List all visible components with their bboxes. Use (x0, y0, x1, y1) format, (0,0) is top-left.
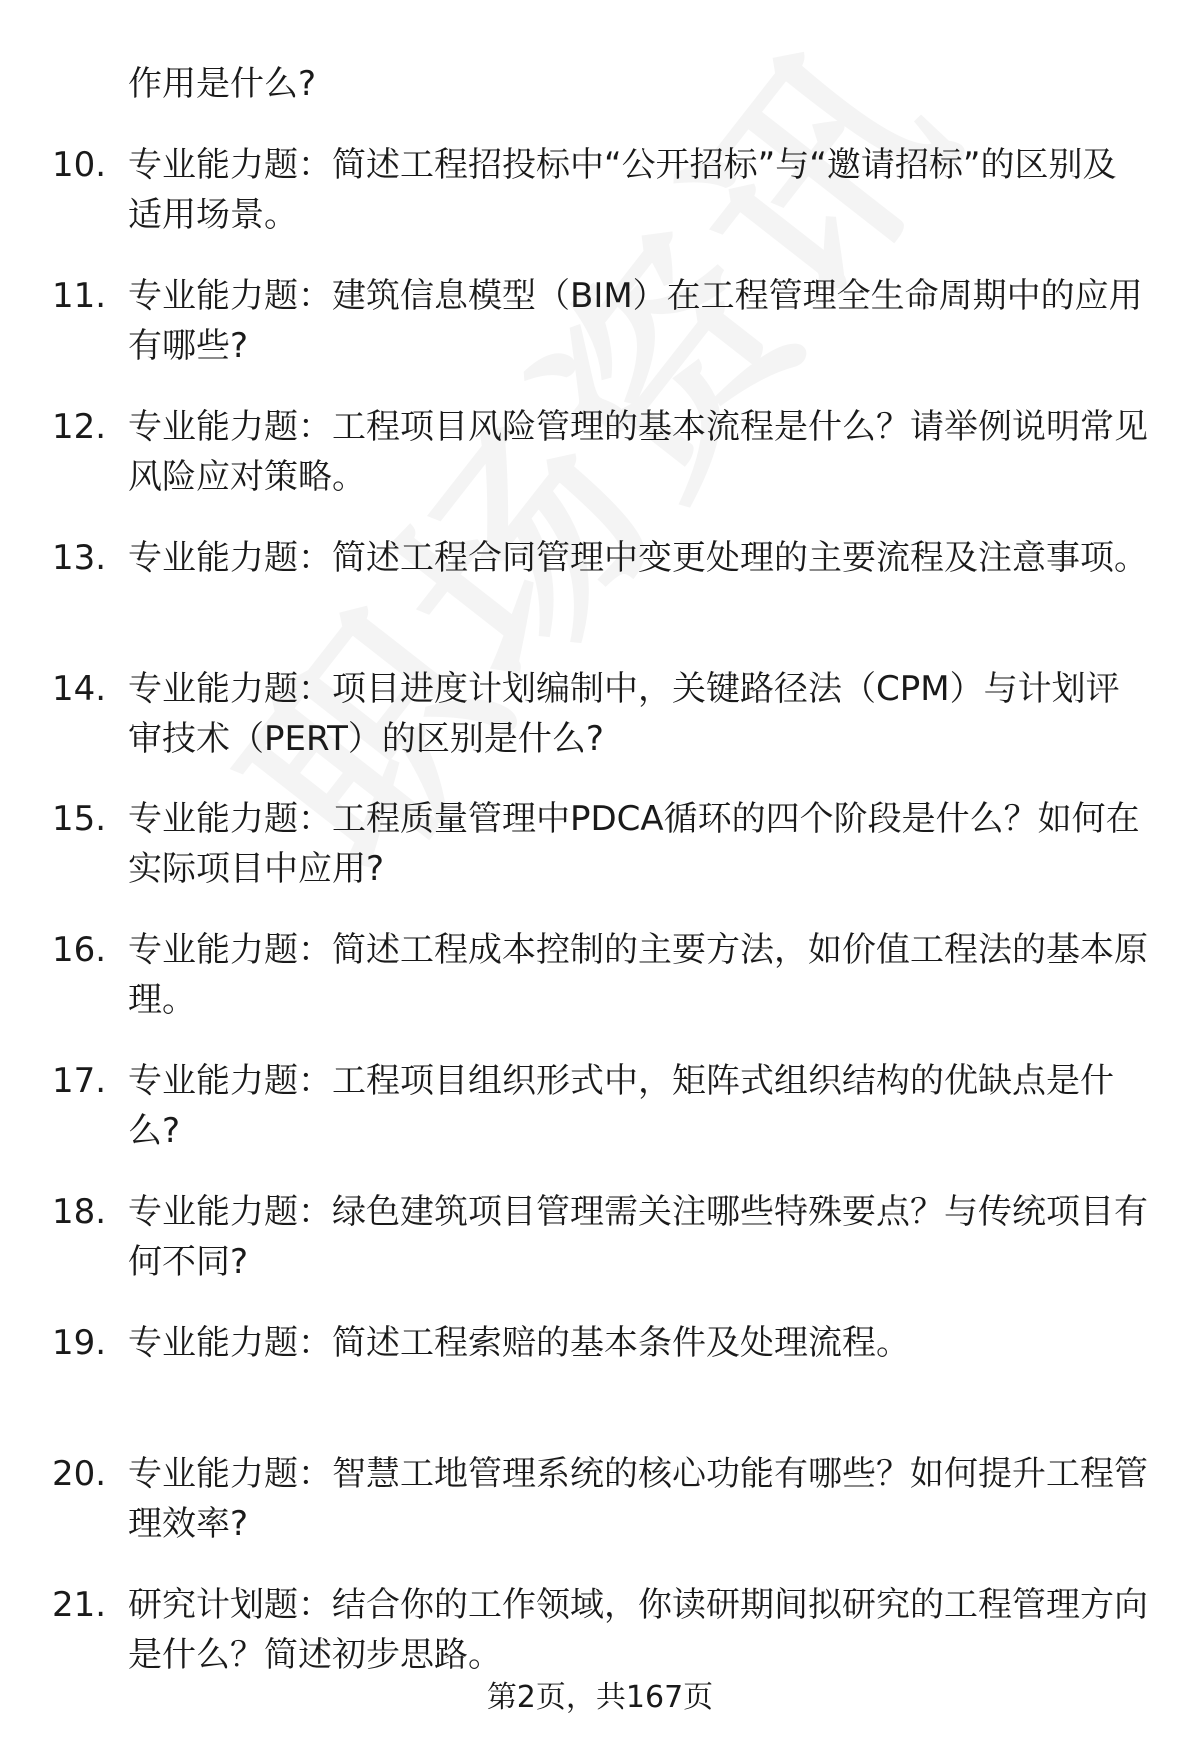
question-item (0, 925, 1200, 1056)
question-text: 专业能力题：简述工程招投标中“公开招标”与“邀请招标”的区别及适用场景。 (128, 145, 1117, 235)
question-number: 14. (52, 668, 107, 709)
question-text: 专业能力题：项目进度计划编制中，关键路径法（CPM）与计划评审技术（PERT）的区别是什么? (128, 668, 1120, 759)
question-item (0, 1187, 1200, 1318)
question-item (0, 1056, 1200, 1187)
question-text: 专业能力题：简述工程索赔的基本条件及处理流程。 (128, 1323, 910, 1364)
question-number: 20. (52, 1453, 107, 1494)
question-number: 16. (52, 930, 107, 971)
question-text: 专业能力题：绿色建筑项目管理需关注哪些特殊要点？与传统项目有何不同? (128, 1192, 1148, 1283)
question-text: 专业能力题：工程质量管理中PDCA循环的四个阶段是什么？如何在实际项目中应用? (128, 799, 1140, 890)
question-text: 专业能力题：建筑信息模型（BIM）在工程管理全生命周期中的应用有哪些? (128, 275, 1143, 366)
question-number: 19. (52, 1323, 107, 1364)
question-item (0, 533, 1200, 664)
question-number: 18. (52, 1192, 107, 1233)
question-number: 15. (52, 799, 107, 840)
question-item (0, 664, 1200, 795)
question-text: 专业能力题：简述工程成本控制的主要方法，如价值工程法的基本原理。 (128, 930, 1148, 1021)
question-number: 21. (52, 1584, 107, 1625)
question-item (0, 1318, 1200, 1449)
question-number: 12. (52, 406, 107, 447)
question-number: 10. (52, 145, 107, 185)
question-text: 专业能力题：工程项目风险管理的基本流程是什么？请举例说明常见风险应对策略。 (128, 406, 1148, 497)
question-text: 研究计划题：结合你的工作领域，你读研期间拟研究的工程管理方向是什么？简述初步思路。 (128, 1584, 1148, 1675)
question-item (0, 271, 1200, 402)
question-item (0, 140, 1200, 271)
question-item (0, 402, 1200, 533)
question-list (0, 140, 1200, 1711)
question-number: 17. (52, 1061, 107, 1102)
continuation-text: 作用是什么? (128, 64, 317, 104)
question-item (0, 1449, 1200, 1580)
question-item (0, 794, 1200, 925)
page-footer: 第2页，共167页 (486, 1680, 714, 1715)
question-text: 专业能力题：智慧工地管理系统的核心功能有哪些？如何提升工程管理效率? (128, 1453, 1148, 1544)
question-text: 专业能力题：简述工程合同管理中变更处理的主要流程及注意事项。 (128, 537, 1148, 578)
question-number: 13. (52, 537, 107, 578)
question-number: 11. (52, 275, 107, 316)
question-text: 专业能力题：工程项目组织形式中，矩阵式组织结构的优缺点是什么? (128, 1061, 1114, 1152)
